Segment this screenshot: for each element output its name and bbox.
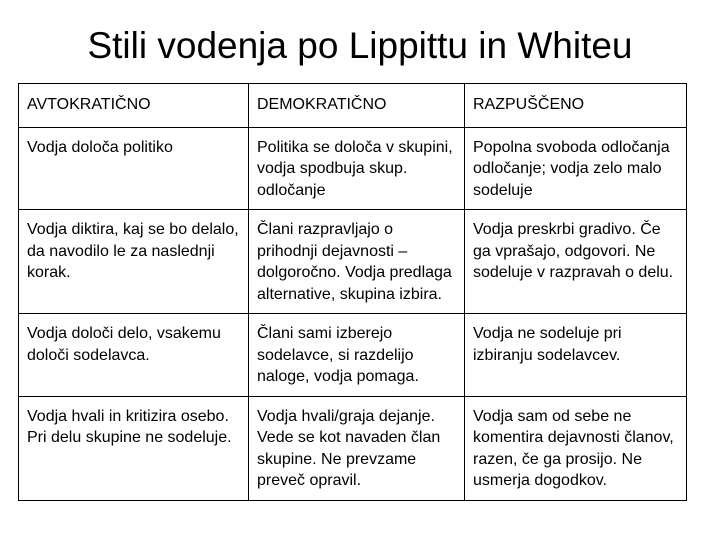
cell-text: Vodja sam od sebe ne komentira dejavnosti članov, razen, če ga prosijo. Ne usmerja dogodkov. [473,407,674,489]
table-row [19,210,687,314]
cell-text: Politika se določa v skupini, vodja spodbuja skup. odločanje [257,138,453,199]
cell-text: Vodja hvali in kritizira osebo. Pri delu skupine ne sodeluje. [27,407,232,446]
header-label: DEMOKRATIČNO [257,96,387,113]
table-cell [465,210,687,314]
table-cell [19,396,249,500]
cell-text: Vodja določi delo, vsakemu določi sodelavca. [27,325,221,364]
table-cell [465,127,687,210]
table-cell [249,127,465,210]
header-label: AVTOKRATIČNO [27,96,151,113]
table-cell [249,210,465,314]
table-header-row [19,84,687,128]
cell-text: Vodja določa politiko [27,138,173,156]
table-cell [19,314,249,397]
table-cell [19,127,249,210]
table-row [19,396,687,500]
leadership-styles-table-container [18,83,686,501]
cell-text: Člani sami izberejo sodelavce, si razdelijo naloge, vodja pomaga. [257,325,419,385]
table-cell [249,396,465,500]
header-democratic [249,84,465,128]
header-autocratic [19,84,249,128]
table-cell [465,314,687,397]
cell-text: Vodja ne sodeluje pri izbiranju sodelavcev. [473,325,622,364]
table-cell [249,314,465,397]
table-cell [465,396,687,500]
cell-text: Popolna svoboda odločanja odločanje; vodja zelo malo sodeluje [473,138,670,199]
slide-title: Stili vodenja po Lippittu in Whiteu [87,25,633,66]
table-row [19,314,687,397]
cell-text: Člani razpravljajo o prihodnji dejavnosti – dolgoročno. Vodja predlaga alternative, skupina izbira. [257,221,452,303]
cell-text: Vodja preskrbi gradivo. Če ga vprašajo, odgovori. Ne sodeluje v razpravah o delu. [473,221,674,281]
table-row [19,127,687,210]
cell-text: Vodja diktira, kaj se bo delalo, da navodilo le za naslednji korak. [27,221,239,281]
cell-text: Vodja hvali/graja dejanje. Vede se kot navaden član skupine. Ne prevzame preveč opravil. [257,407,441,489]
header-label: RAZPUŠČENO [473,96,585,113]
header-laissez-faire [465,84,687,128]
table-cell [19,210,249,314]
leadership-styles-table [18,83,687,501]
